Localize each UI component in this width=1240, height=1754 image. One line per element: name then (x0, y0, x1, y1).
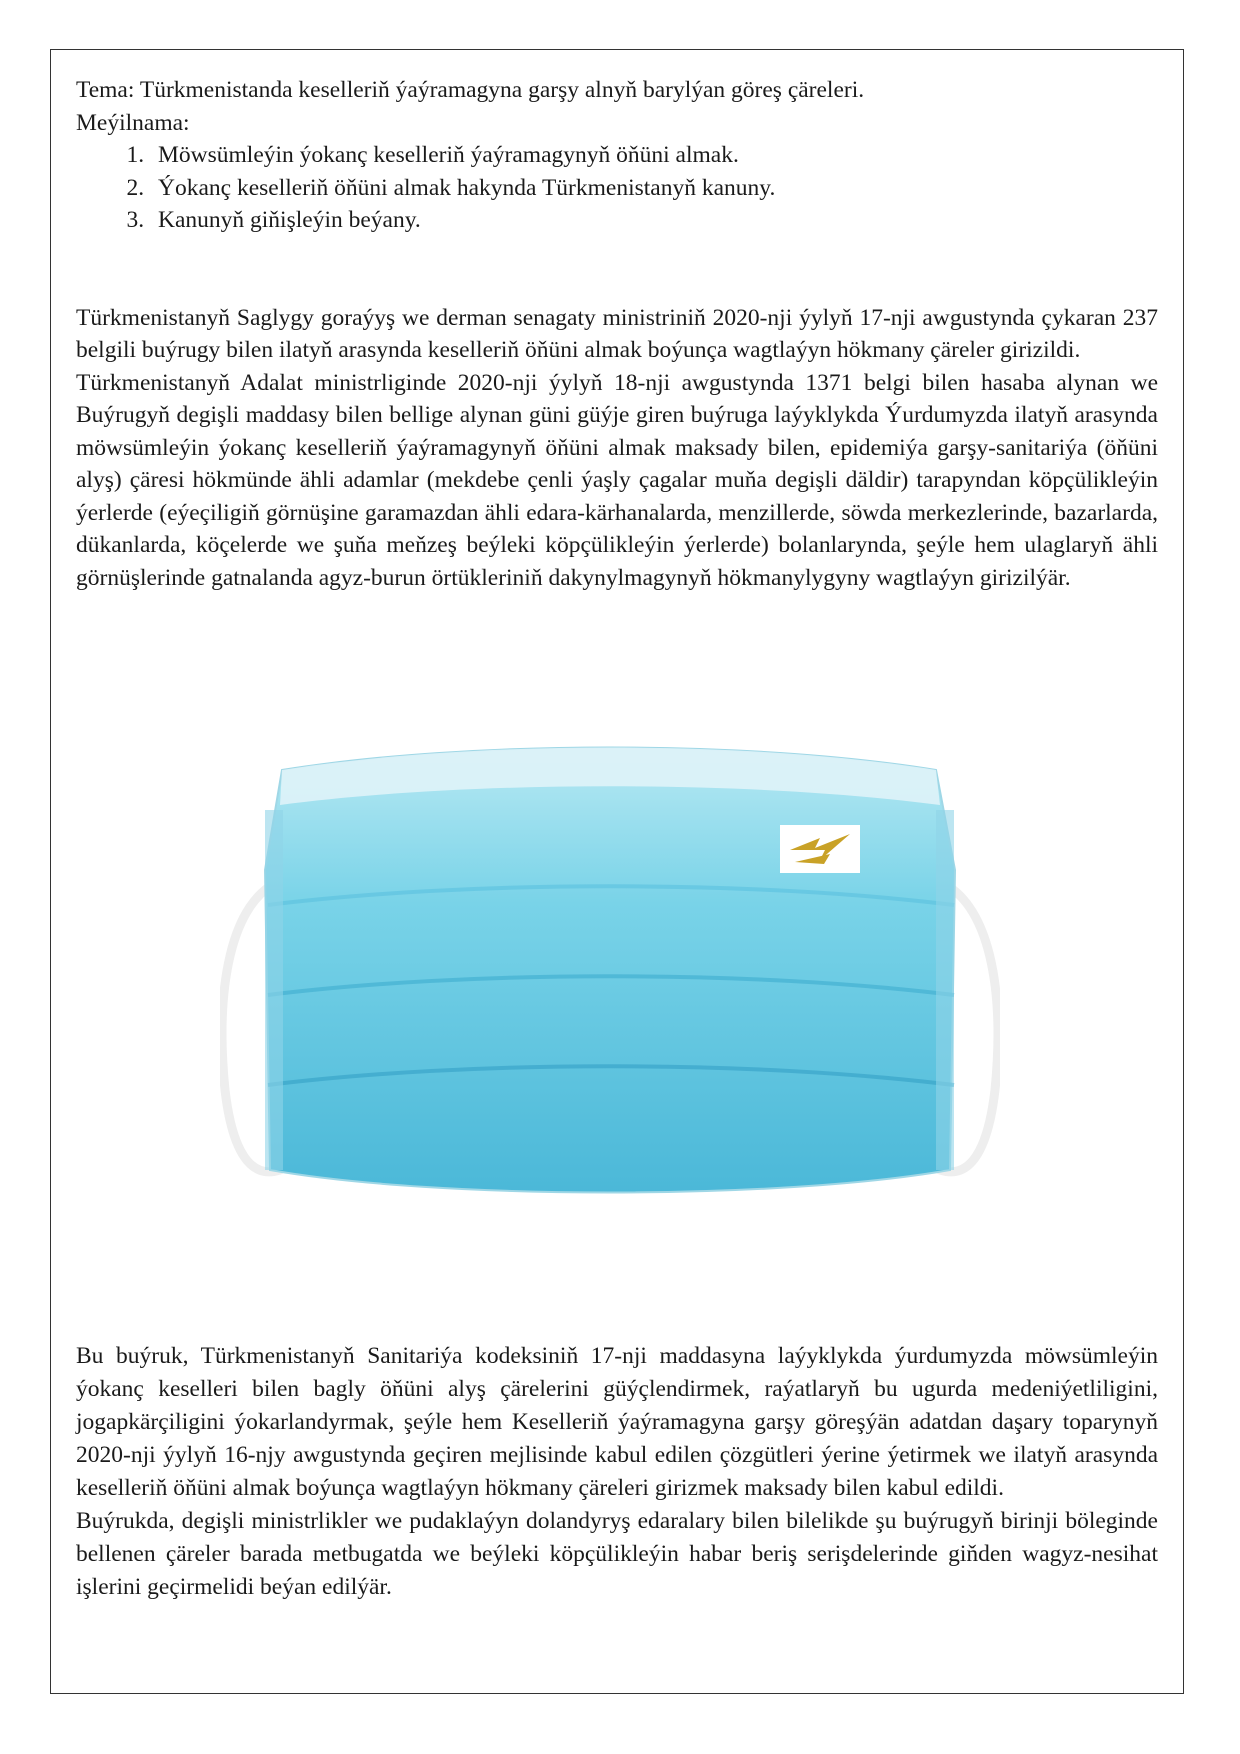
paragraph: Buýrukda, degişli ministrlikler we pudaklaýyn dolandyryş edaralary bilen bilelikde şu buýrugyň birinji böleginde bellenen çäreler barada metbugatda we beýleki köpçülikleýin habar beriş serişdelerinde giňden wagyz-nesihat işlerini geçirmelidi beýan edilýär. (76, 1508, 1158, 1600)
agenda-item: 3. Kanunyň giňişleýin beýany. (150, 204, 1158, 237)
plan-label: Meýilnama: (76, 109, 190, 136)
mask-body (265, 748, 955, 1193)
face-mask-illustration (220, 730, 1000, 1290)
paragraph: Türkmenistanyň Adalat ministrliginde 2020-nji ýylyň 18-nji awgustynda 1371 belgi bilen hasaba alynan we Buýrugyň degişli maddasy bilen bellige alynan güni güýje giren buýruga laýyklykda Ýurdumyzda ilatyň arasynda möwsümleýin ýokanç keselleriň ýaýramagynyň öňüni almak maksady bilen, epidemiýa garşy-sanitariýa (öňüni alyş) çäresi hökmünde ähli adamlar (mekdebe çenli ýaşly çagalar muňa degişli däldir) tarapyndan köpçülikleýin ýerlerde (eýeçiligiň görnüşine garamazdan ähli edara-kärhanalarda, menzillerde, söwda merkezlerinde, bazarlarda, dükanlarda, köçelerde we şuňa meňzeş beýleki köpçülikleýin ýerlerde) bolanlarynda, şeýle hem ulaglaryň ähli görnüşlerinde gatnalanda agyz-burun örtükleriniň dakynylmagynyň hökmanylygyny wagtlaýyn girizilýär. (76, 369, 1158, 591)
document-bottom (76, 1340, 1158, 1604)
face-mask-image (220, 730, 1000, 1290)
agenda-item: 2. Ýokanç keselleriň öňüni almak hakynda Türkmenistanyň kanuny. (150, 172, 1158, 205)
mask-right-seam (936, 810, 954, 1170)
agenda-item: 1. Möwsümleýin ýokanç keselleriň ýaýramagynyň öňüni almak. (150, 139, 1158, 172)
document-top (76, 74, 1158, 594)
brand-logo-icon (780, 825, 860, 873)
agenda-list (76, 139, 1158, 237)
mask-left-seam (265, 810, 283, 1170)
paragraph: Türkmenistanyň Saglygy goraýyş we derman senagaty ministriniň 2020-nji ýylyň 17-nji awgustynda çykaran 237 belgili buýrugy bilen ilatyň arasynda keselleriň öňüni almak boýunça wagtlaýyn hökmany çäreler girizildi. (76, 304, 1158, 363)
paragraph: Bu buýruk, Türkmenistanyň Sanitariýa kodeksiniň 17-nji maddasyna laýyklykda ýurdumyzda möwsümleýin ýokanç keselleri bilen bagly öňüni alyş çärelerini güýçlendirmek, raýatlaryň bu ugurda medeniýetliligini, jogapkärçiligini ýokarlandyrmak, şeýle hem Keselleriň ýaýramagyna garşy göreşýän adatdan daşary toparynyň 2020-nji ýylyň 16-njy awgustynda geçiren mejlisinde kabul edilen çözgütleri ýerine ýetirmek we ilatyň arasynda keselleriň öňüni almak boýunça wagtlaýyn hökmany çäreleri girizmek maksady bilen kabul edildi. (76, 1343, 1158, 1501)
topic-heading: Tema: Türkmenistanda keselleriň ýaýramagyna garşy alnyň barylýan göreş çäreleri. (76, 77, 865, 103)
